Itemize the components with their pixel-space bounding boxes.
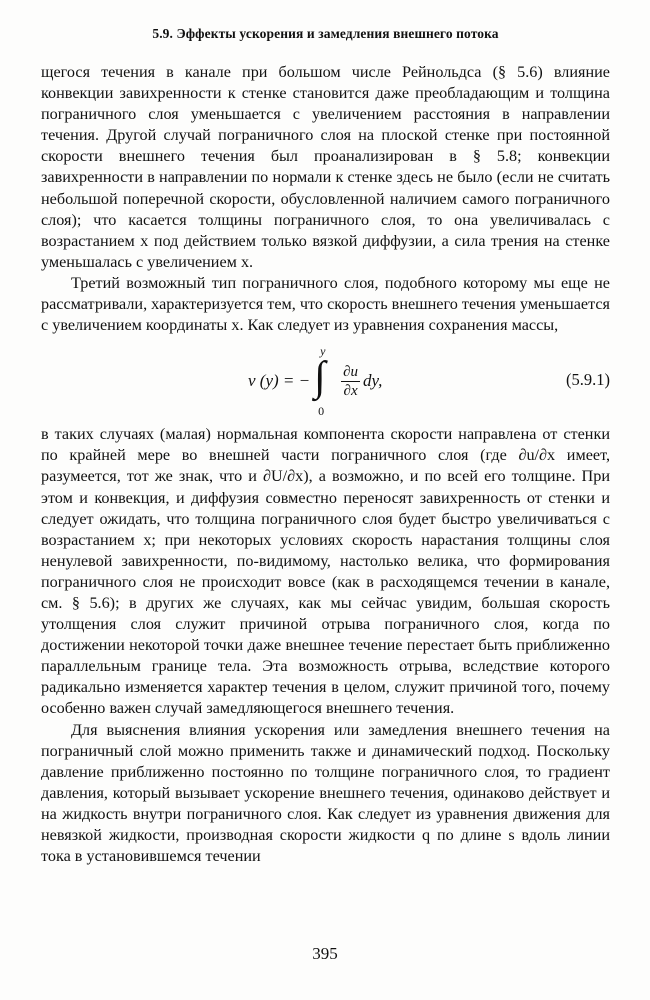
fraction-denominator: ∂x <box>343 382 358 399</box>
page-number: 395 <box>312 944 338 963</box>
integral-sign: ∫ <box>314 354 326 401</box>
paragraph-2: Третий возможный тип пограничного слоя, подобного которому мы еще не рассматривали, характеризуется тем, что скорость внешнего течения уменьшается с увеличением координаты x. Как следует из уравнения сохранения массы, <box>41 273 610 335</box>
integral-symbol <box>312 344 334 418</box>
paragraph-3: в таких случаях (малая) нормальная компонента скорости направлена от стенки по крайней мере во внешней части пограничного слоя (где ∂u/∂x имеет, разумеется, тот же знак, что и ∂U/∂x), а возможно, и по всей его толщине. При этом и конвекция, и диффузия совместно переносят завихренность от стенки и следует ожидать, что толщина пограничного слоя будет быстро увеличиваться с возрастанием x; при некоторых условиях скорость нарастания толщины слоя ненулевой завихренности, по-видимому, настолько велика, что формирования пограничного слоя не происходит вовсе (как в расходящемся течении в канале, см. § 5.6); в других же случаях, как мы сейчас увидим, большая скорость утолщения слоя служит причиной отрыва пограничного слоя, когда по достижении некоторой точки даже внешнее течение перестает быть приближенно параллельным границе тела. Эта возможность отрыва, вследствие которого радикально изменяется характер течения в целом, служит причиной того, почему особенно важен случай замедляющегося внешнего течения. <box>41 425 610 718</box>
integral-upper-limit: y <box>320 344 326 359</box>
fraction-numerator: ∂u <box>343 363 359 380</box>
equation-lhs: v (y) = − <box>248 371 311 391</box>
equation-number: (5.9.1) <box>566 370 610 390</box>
running-head: 5.9. Эффекты ускорения и замедления внешнего потока <box>152 26 499 41</box>
paragraph-4: Для выяснения влияния ускорения или замедления внешнего течения на пограничный слой можно применить также и динамический подход. Поскольку давление приближенно постоянно по толщине пограничного слоя, то градиент давления, который вызывает ускорение внешнего течения, одинаково действует и на жидкость внутри пограничного слоя. Как следует из уравнения движения для невязкой жидкости, производная скорости жидкости q по длине s вдоль линии тока в установившемся течении <box>41 720 610 866</box>
equation-body <box>248 344 382 418</box>
equation-5-9-1 <box>41 344 610 418</box>
paragraph-1: щегося течения в канале при большом числе Рейнольдса (§ 5.6) влияние конвекции завихренности к стенке становится даже преобладающим и толщина пограничного слоя уменьшается с увеличением расстояния в направлении течения. Другой случай пограничного слоя на плоской стенке при постоянной скорости внешнего течения был проанализирован в § 5.8; конвекции завихренности в направлении по нормали к стенке здесь не было (если не считать небольшой поперечной скорости, обусловленной наличием самого пограничного слоя); что касается толщины пограничного слоя, то она увеличивалась с возрастанием x под действием только вязкой диффузии, а сила трения на стенке уменьшалась с увеличением x. <box>41 63 610 271</box>
integral-lower-limit: 0 <box>318 404 325 419</box>
equation-differential: dy, <box>363 371 383 391</box>
partial-derivative-fraction <box>341 363 360 400</box>
